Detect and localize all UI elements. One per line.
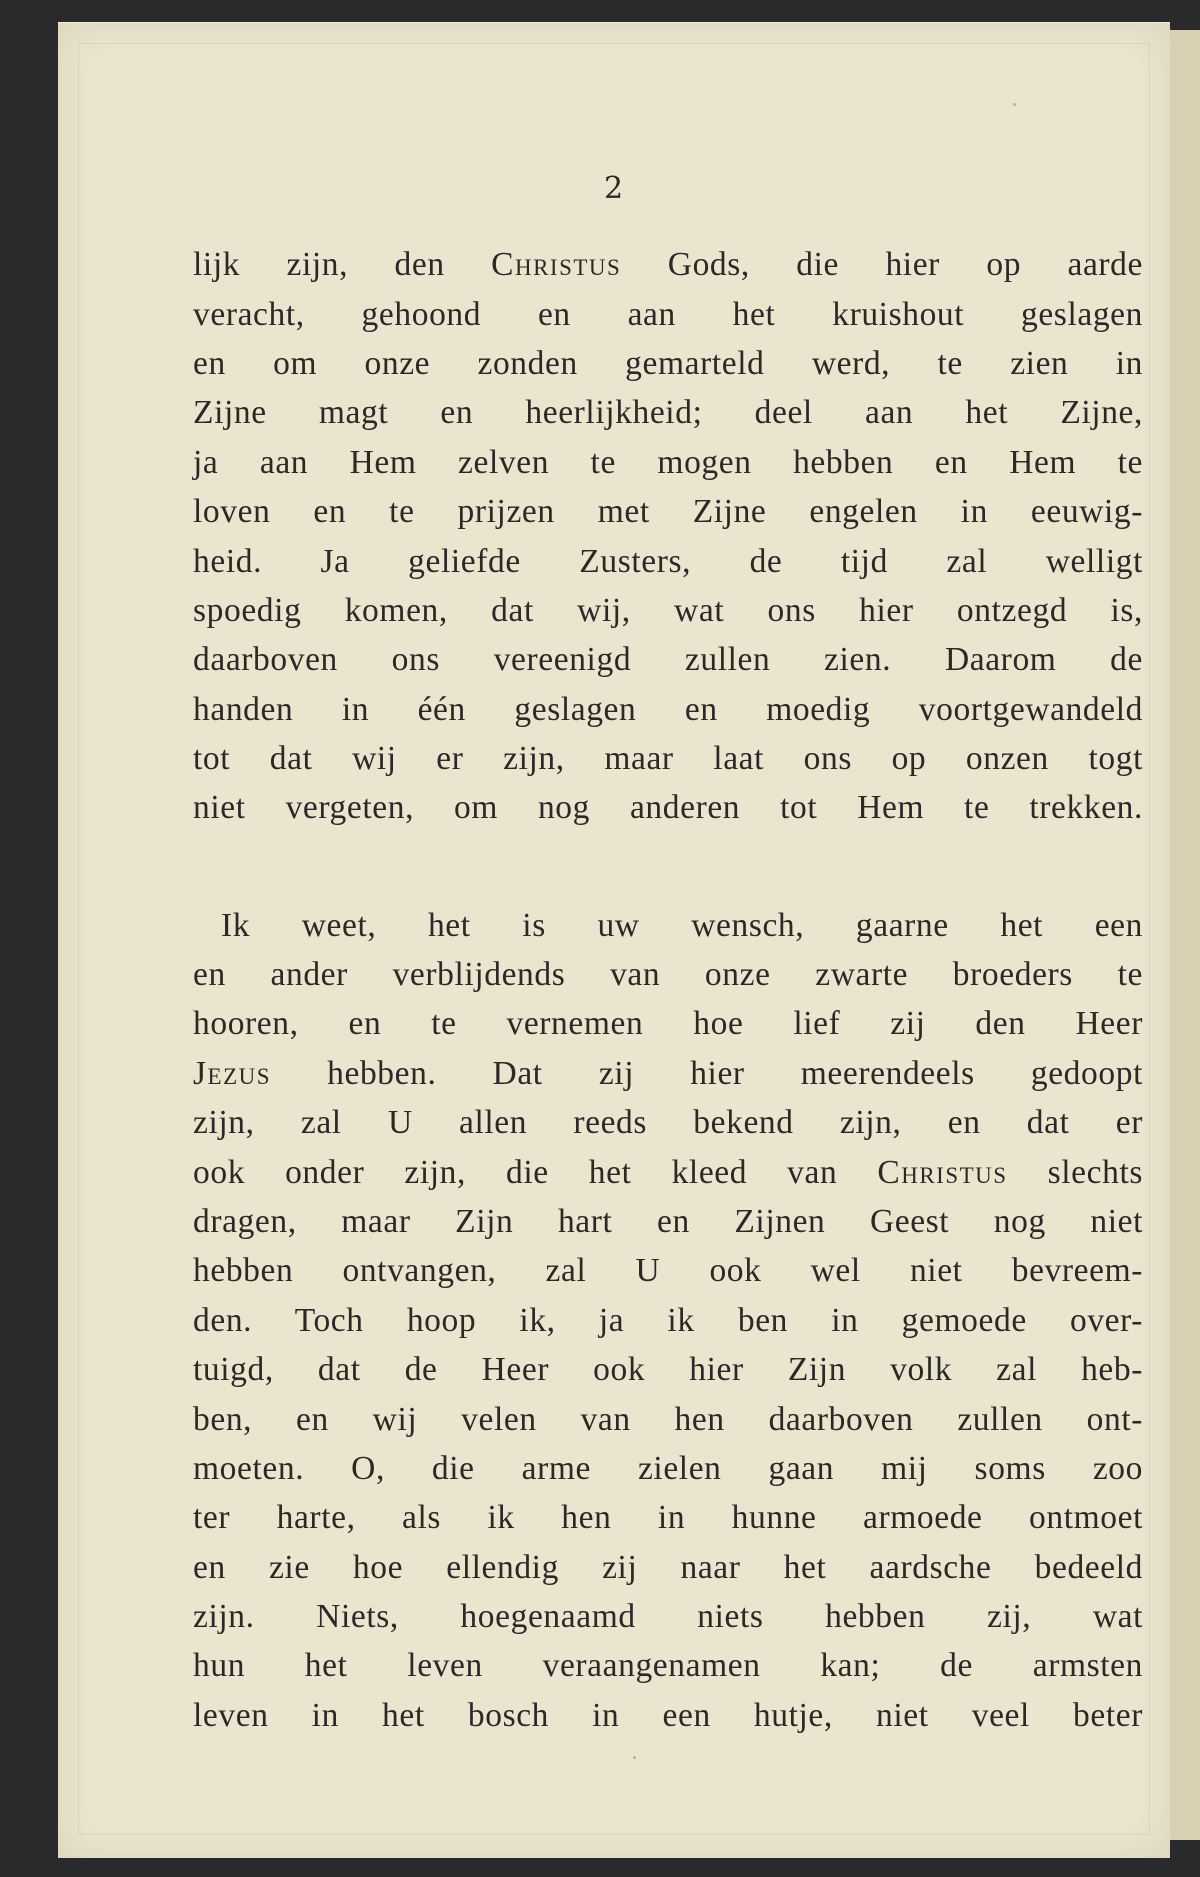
text-line: tot dat wij er zijn, maar laat ons op onzen togt <box>193 740 1143 777</box>
text-line: ben, en wij velen van hen daarboven zullen ont- <box>193 1401 1143 1438</box>
text-line: hooren, en te vernemen hoe lief zij den Heer <box>193 1005 1143 1042</box>
small-caps-name: Jezus <box>193 1055 272 1092</box>
small-caps-name: Christus <box>877 1154 1008 1191</box>
text-line: dragen, maar Zijn hart en Zijnen Geest nog niet <box>193 1203 1143 1240</box>
text-line: lijk zijn, den Christus Gods, die hier op aarde <box>193 246 1143 283</box>
text-line: leven in het bosch in een hutje, niet veel beter <box>193 1697 1143 1734</box>
text-line: ook onder zijn, die het kleed van Christus slechts <box>193 1154 1143 1191</box>
page-sheet <box>58 22 1170 1858</box>
page-number: 2 <box>603 171 625 206</box>
text-line: heid. Ja geliefde Zusters, de tijd zal welligt <box>193 543 1143 580</box>
small-caps-name: Christus <box>491 246 622 283</box>
text-line: zijn, zal U allen reeds bekend zijn, en dat er <box>193 1104 1143 1141</box>
text-line: en om onze zonden gemarteld werd, te zien in <box>193 345 1143 382</box>
text-line: Ik weet, het is uw wensch, gaarne het een <box>221 907 1143 944</box>
text-line: handen in één geslagen en moedig voortgewandeld <box>193 691 1143 728</box>
text-line: ja aan Hem zelven te mogen hebben en Hem te <box>193 444 1143 481</box>
text-line: hun het leven veraangenamen kan; de armsten <box>193 1647 1143 1684</box>
text-line: Jezus hebben. Dat zij hier meerendeels gedoopt <box>193 1055 1143 1092</box>
text-line: loven en te prijzen met Zijne engelen in eeuwig- <box>193 493 1143 530</box>
text-line: ter harte, als ik hen in hunne armoede ontmoet <box>193 1499 1143 1536</box>
text-line: den. Toch hoop ik, ja ik ben in gemoede over- <box>193 1302 1143 1339</box>
paper-speck <box>1013 103 1016 106</box>
text-line: zijn. Niets, hoegenaamd niets hebben zij, wat <box>193 1598 1143 1635</box>
paper-speck <box>633 1756 636 1759</box>
text-line: en zie hoe ellendig zij naar het aardsche bedeeld <box>193 1549 1143 1586</box>
text-line: niet vergeten, om nog anderen tot Hem te trekken. <box>193 789 1143 826</box>
text-line: tuigd, dat de Heer ook hier Zijn volk zal heb- <box>193 1351 1143 1388</box>
text-line: en ander verblijdends van onze zwarte broeders te <box>193 956 1143 993</box>
text-line: veracht, gehoond en aan het kruishout geslagen <box>193 296 1143 333</box>
text-line: daarboven ons vereenigd zullen zien. Daarom de <box>193 641 1143 678</box>
text-line: Zijne magt en heerlijkheid; deel aan het Zijne, <box>193 394 1143 431</box>
text-line: spoedig komen, dat wij, wat ons hier ontzegd is, <box>193 592 1143 629</box>
text-line: hebben ontvangen, zal U ook wel niet bevreem- <box>193 1252 1143 1289</box>
text-line: moeten. O, die arme zielen gaan mij soms zoo <box>193 1450 1143 1487</box>
